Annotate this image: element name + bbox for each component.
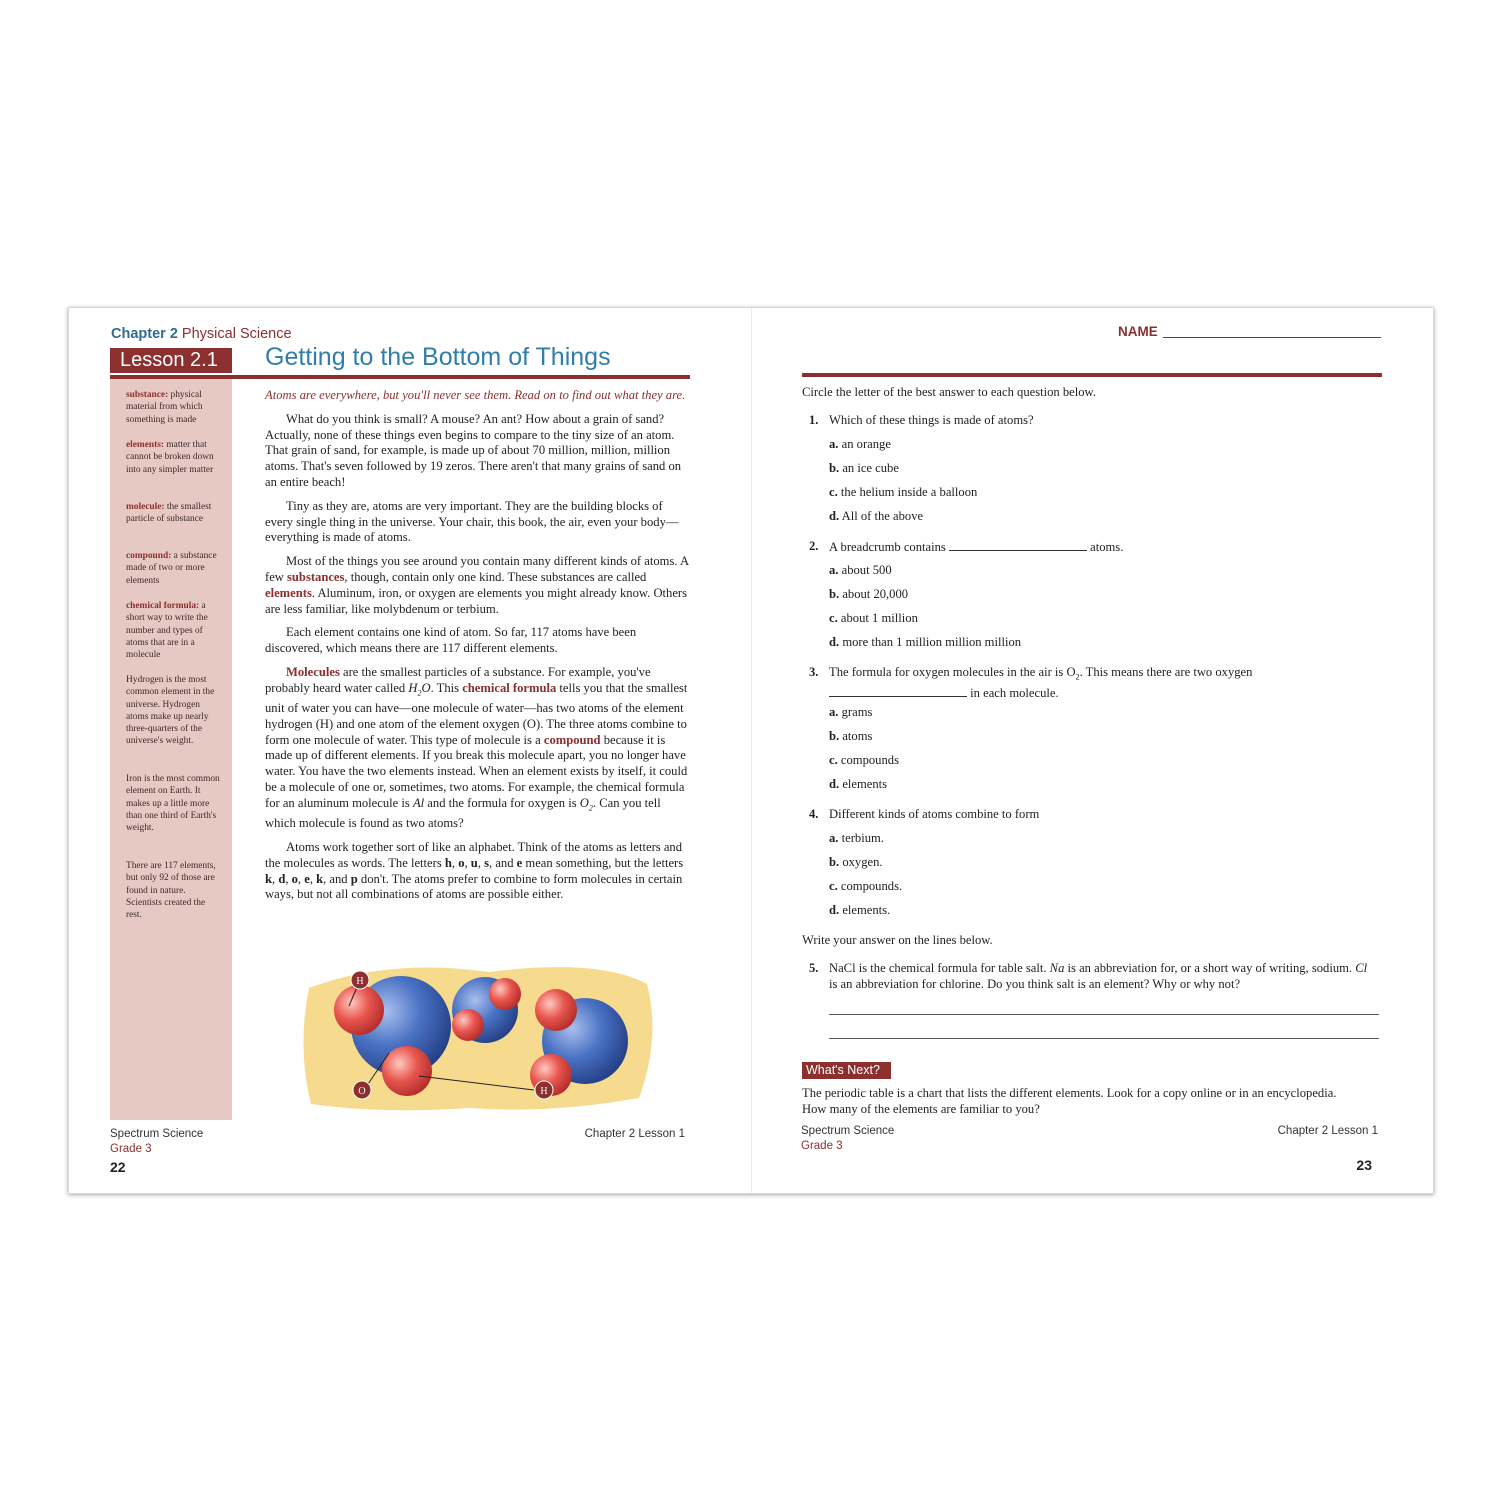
- answer-line[interactable]: [829, 1038, 1379, 1039]
- label-h: H: [356, 976, 364, 987]
- fill-in-blank[interactable]: [829, 685, 967, 697]
- paragraph: Most of the things you see around you contain many different kinds of atoms. A few substances, though, contain only one kind. These substances are called elements. Aluminum, iron, or oxygen are elements you might already know. Others are less familiar, like molybdenum or terbium.: [265, 554, 689, 616]
- answer-option[interactable]: c. compounds.: [829, 879, 903, 893]
- definition: matter that cannot be broken down into any simpler matter: [126, 440, 214, 475]
- answer-option[interactable]: a. an orange: [829, 437, 891, 451]
- lesson-body: [265, 388, 690, 911]
- answer-option[interactable]: c. about 1 million: [829, 611, 918, 625]
- definition: the smallest particle of substance: [126, 502, 212, 525]
- sidebar-item-substance: [126, 389, 221, 426]
- answer-option[interactable]: c. compounds: [829, 753, 899, 767]
- name-label: NAME: [1118, 324, 1158, 339]
- answer-line[interactable]: [829, 1014, 1379, 1015]
- label-o: O: [358, 1086, 366, 1097]
- answer-option[interactable]: b. an ice cube: [829, 461, 899, 475]
- footer-series: Spectrum Science: [110, 1128, 204, 1140]
- whats-next-label: What's Next?: [802, 1062, 891, 1079]
- term: substance:: [126, 390, 169, 400]
- workbook-spread: Chapter 2 Physical Science Lesson 2.1 Getting to the Bottom of Things substance: physical material from which something is made elements: matter that cannot be broken down into any simpler matter molecule: the smallest particle of substance compound: a substance made of two or more elements chemical formula: a short way to write the number and types of atoms that are in a molecule Hydrogen is the most common element in the universe. Hydrogen atoms make up nearly three-quarters of the universe's weight. Iron is the most common element on Earth. It makes up a little more than one third of Earth's weight. There are 117 elements, but only 92 of those are found in nature. Scientists created the rest. Atoms are everywhere, but you'll never see them. Read on to find out what they are. What do you think is small? A mouse? An ant? How about a grain of sand? Actually, none of these things even begins to compare to the tiny size of an atom. That grain of sand, for example, is made up of about 70 million, million, million atoms. That's seven followed by 19 zeros. There aren't that many grains of sand on an entire beach! Tiny as they are, atoms are very important. They are the building blocks of every single thing in the universe. Your chair, this book, the air, even your body—everything is made of atoms. Most of the things you see around you contain many different kinds of atoms. A few substances, though, contain only one kind. These substances are called elements. Aluminum, iron, or oxygen are elements you might already know. Others are less familiar, like molybdenum or terbium. Each element contains one kind of atom. So far, 117 atoms have been discovered, which means there are 117 different elements. Molecules are the smallest particles of a substance. For example, you've probably heard water called $H_2O$. This chemical formula tells you that the smallest unit of water you can have—one molecule of water—has two atoms of the element hydrogen (H) and one atom of the element oxygen (O). The three atoms combine to form one molecule of water. This type of molecule is a compound because it is made up of different elements. If you break this molecule apart, you no longer have water. You have the two elements instead. When an element exists by itself, it could be a molecule of one or, sometimes, two atoms. For example, the chemical formula for an aluminum molecule is Al and the formula for oxygen is $O_2$. Can you tell which molecule is found as two atoms? Atoms work together sort of like an alphabet. Think of the atoms as letters and the molecules as words. The letters h, o, u, s, and e mean something, but the letters k, d, o, e, k, and p don't. The atoms prefer to combine to form molecules in certain ways, but not all combinations of atoms are possible either. H O H Spectrum Science Grade 3 22 Chapter 2 Lesson 1 NAME Circle the letter of the best answer to each question below. 1. Which of these things is made of atoms? a. an orange b. an ice cube c. the helium inside a balloon d. All of the above 2. A breadcrumb contains atoms. a. about 500 b. about 20,000 c. about 1 million d. more than 1 million million million 3. The formula for oxygen molecules in the air is $O_2$. This means there are two oxygen in each molecule. a. grams b. atoms c. compounds d. elements 4. Different kinds of atoms combine to form a. terbium. b. oxygen. c. compounds. d. elements. Write your answer on the lines below. 5. NaCl is the chemical formula for table salt. Na is an abbreviation for, or a short way of writing, sodium. Cl is an abbreviation for chlorine. Do you think salt is an element? Why or why not? What's Next? The periodic table is a chart that lists the different elements. Look for a copy online or in an encyclopedia. How many of the elements are familiar to you? Spectrum Science Grade 3 Chapter 2 Lesson 1 23: [68, 307, 1434, 1194]
- answer-option[interactable]: d. elements.: [829, 903, 891, 917]
- chapter-subject: Physical Science: [181, 326, 292, 342]
- footer-chapter: Chapter 2 Lesson 1: [1277, 1125, 1378, 1137]
- term: chemical formula:: [126, 601, 200, 611]
- term: molecule:: [126, 502, 165, 512]
- paragraph: Tiny as they are, atoms are very important. They are the building blocks of every single thing in the universe. Your chair, this book, the air, even your body—everything is made of atoms.: [265, 498, 679, 545]
- hydrogen-atom: [452, 1009, 484, 1041]
- answer-option[interactable]: b. atoms: [829, 729, 873, 743]
- paragraph: Each element contains one kind of atom. So far, 117 atoms have been discovered, which means there are 117 different elements.: [265, 625, 637, 656]
- term: elements:: [126, 440, 165, 450]
- sidebar-fact-iron: Iron is the most common element on Earth. It makes up a little more than one third of Earth's weight.: [126, 774, 220, 834]
- answer-option[interactable]: a. grams: [829, 705, 873, 719]
- answer-option[interactable]: c. the helium inside a balloon: [829, 485, 978, 499]
- sidebar-fact-hydrogen: Hydrogen is the most common element in the universe. Hydrogen atoms make up nearly three-quarters of the universe's weight.: [126, 675, 215, 747]
- sidebar-item-molecule: [126, 501, 221, 526]
- paragraph: Atoms work together sort of like an alphabet. Think of the atoms as letters and the molecules as words. The letters h, o, u, s, and e mean something, but the letters k, d, o, e, k, and p don't. The atoms prefer to combine to form molecules in certain ways, but not all combinations of atoms are possible either.: [265, 839, 684, 902]
- hydrogen-atom: [334, 985, 384, 1035]
- header-rule: [802, 373, 1382, 377]
- chapter-label: Chapter 2: [111, 326, 178, 342]
- keyword-molecules: Molecules: [286, 664, 340, 679]
- label-h: H: [540, 1086, 548, 1097]
- lesson-title: Getting to the Bottom of Things: [265, 343, 611, 371]
- fill-in-blank[interactable]: [949, 539, 1087, 551]
- keyword-chemical-formula: chemical formula: [462, 680, 557, 695]
- water-molecules-illustration: [269, 958, 669, 1114]
- answer-option[interactable]: b. about 20,000: [829, 587, 909, 601]
- definition: a substance made of two or more elements: [126, 551, 217, 586]
- keyword-substances: substances: [287, 569, 345, 584]
- answer-option[interactable]: d. more than 1 million million million: [829, 635, 1022, 649]
- answer-option[interactable]: a. about 500: [829, 563, 892, 577]
- page-number: 23: [1356, 1157, 1372, 1173]
- name-field[interactable]: [1163, 337, 1381, 338]
- glossary-sidebar: [110, 379, 232, 1120]
- sidebar-item-compound: [126, 550, 221, 587]
- sidebar-item-elements: [126, 439, 221, 476]
- footer-grade: Grade 3: [110, 1143, 152, 1155]
- footer-grade: Grade 3: [801, 1140, 843, 1152]
- hydrogen-atom: [382, 1046, 432, 1096]
- sidebar-item-chemical-formula: [126, 600, 221, 661]
- answer-option[interactable]: a. terbium.: [829, 831, 884, 845]
- definition: physical material from which something is made: [126, 390, 203, 425]
- answer-option[interactable]: d. elements: [829, 777, 888, 791]
- chapter-heading: [111, 326, 292, 342]
- instruction: Circle the letter of the best answer to each question below.: [802, 385, 1096, 399]
- instruction: Write your answer on the lines below.: [802, 933, 993, 947]
- paragraph: Molecules are the smallest particles of a substance. For example, you've probably heard water called $H_2O$. This chemical formula tells you that the smallest unit of water you can have—one molecule of water—has two atoms of the element hydrogen (H) and one atom of the element oxygen (O). The three atoms combine to form one molecule of water. This type of molecule is a compound because it is made up of different elements. If you break this molecule apart, you no longer have water. You have the two elements instead. When an element exists by itself, it could be a molecule of one or, sometimes, two atoms. For example, the chemical formula for an aluminum molecule is Al and the formula for oxygen is $O_2$. Can you tell which molecule is found as two atoms?: [265, 664, 688, 831]
- page-number: 22: [110, 1159, 126, 1175]
- lesson-label: Lesson 2.1: [110, 348, 232, 373]
- intro-text: Atoms are everywhere, but you'll never see them. Read on to find out what they are.: [265, 388, 686, 402]
- footer-series: Spectrum Science: [801, 1125, 895, 1137]
- keyword-compound: compound: [543, 732, 601, 747]
- whats-next-text: The periodic table is a chart that lists the different elements. Look for a copy online or in an encyclopedia. How many of the elements are familiar to you?: [802, 1086, 1337, 1116]
- definition: a short way to write the number and types of atoms that are in a molecule: [126, 601, 208, 661]
- answer-option[interactable]: b. oxygen.: [829, 855, 883, 869]
- sidebar-fact-elements: There are 117 elements, but only 92 of those are found in nature. Scientists created the rest.: [126, 861, 216, 921]
- answer-option[interactable]: d. All of the above: [829, 509, 924, 523]
- footer-chapter: Chapter 2 Lesson 1: [584, 1128, 685, 1140]
- hydrogen-atom: [535, 989, 577, 1031]
- paragraph: What do you think is small? A mouse? An ant? How about a grain of sand? Actually, none of these things even begins to compare to the tiny size of an atom. That grain of sand, for example, is made up of about 70 million, million, million atoms. That's seven followed by 19 zeros. There aren't that many grains of sand on an entire beach!: [265, 411, 682, 489]
- page-gutter: [751, 308, 752, 1193]
- keyword-elements: elements: [265, 585, 312, 600]
- term: compound:: [126, 551, 172, 561]
- hydrogen-atom: [489, 978, 521, 1010]
